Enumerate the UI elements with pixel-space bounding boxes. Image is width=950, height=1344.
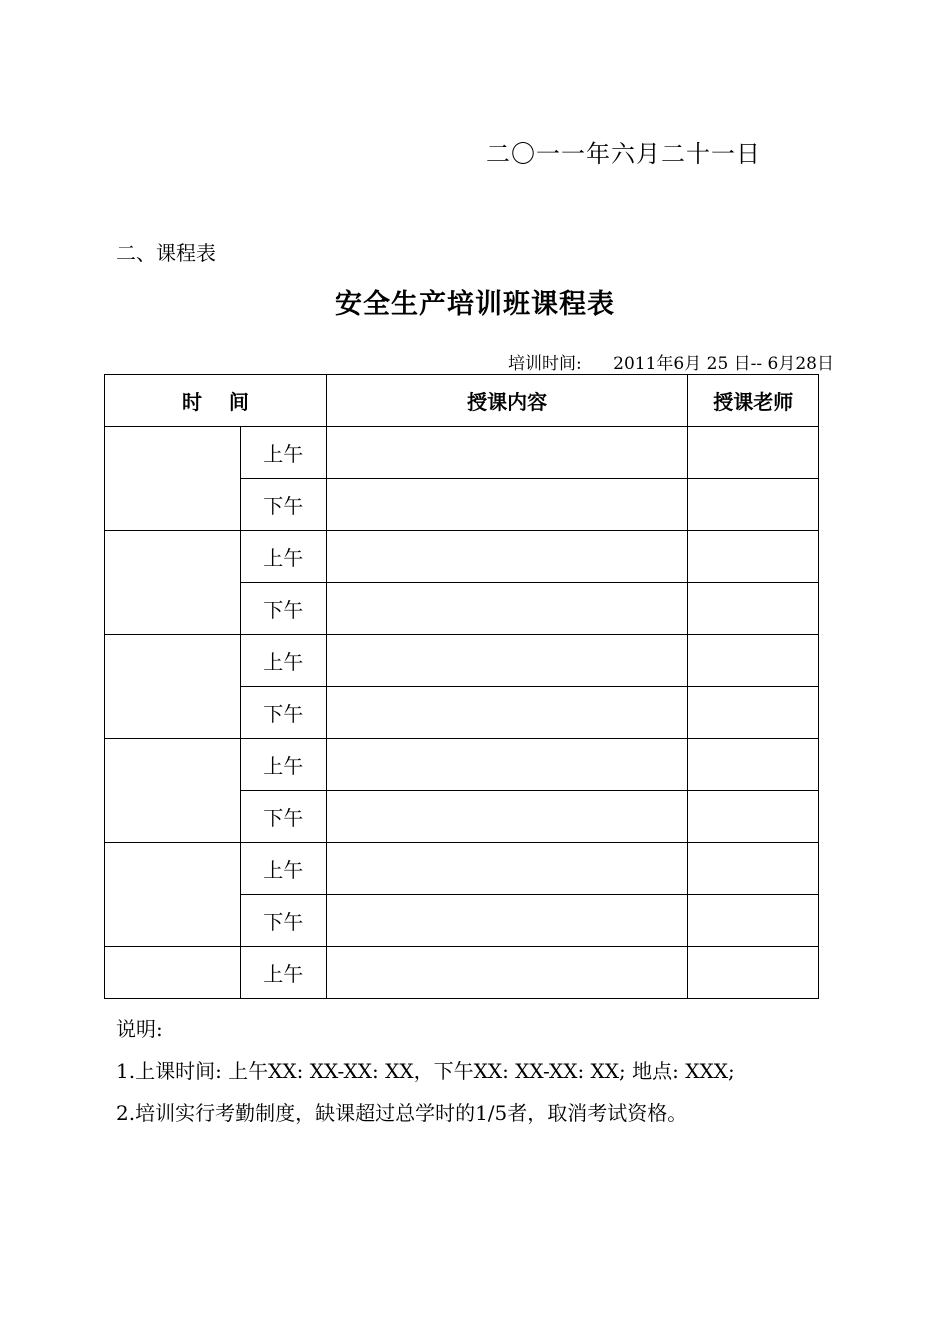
table-header-row <box>105 375 819 427</box>
note-item: 1.上课时间: 上午XX: XX-XX: XX，下午XX: XX-XX: XX; 地点: XXX; <box>116 1059 735 1083</box>
teacher-cell <box>688 947 819 999</box>
period-cell: 上午 <box>240 739 326 791</box>
day-cell <box>105 947 241 999</box>
content-cell <box>326 635 688 687</box>
teacher-cell <box>688 427 819 479</box>
training-period-value: 2011年6月 25 日-- 6月28日 <box>613 354 834 374</box>
period-cell: 上午 <box>240 635 326 687</box>
teacher-cell <box>688 843 819 895</box>
training-period <box>508 349 834 374</box>
course-schedule-table <box>104 374 819 999</box>
teacher-cell <box>688 531 819 583</box>
table-row <box>105 947 819 999</box>
period-cell: 下午 <box>240 895 326 947</box>
content-cell <box>326 791 688 843</box>
content-cell <box>326 531 688 583</box>
table-row <box>105 531 819 583</box>
content-cell <box>326 427 688 479</box>
teacher-cell <box>688 791 819 843</box>
table-row <box>105 635 819 687</box>
period-cell: 下午 <box>240 479 326 531</box>
period-cell: 上午 <box>240 843 326 895</box>
content-cell <box>326 479 688 531</box>
teacher-cell <box>688 635 819 687</box>
period-cell: 上午 <box>240 531 326 583</box>
day-cell <box>105 635 241 739</box>
header-time: 时 间 <box>105 375 327 427</box>
period-cell: 上午 <box>240 427 326 479</box>
section-heading: 二、课程表 <box>116 241 216 265</box>
table-row <box>105 427 819 479</box>
day-cell <box>105 739 241 843</box>
teacher-cell <box>688 739 819 791</box>
period-cell: 下午 <box>240 791 326 843</box>
content-cell <box>326 687 688 739</box>
table-row <box>105 739 819 791</box>
header-content: 授课内容 <box>326 375 688 427</box>
notes-heading: 说明: <box>116 1017 163 1041</box>
content-cell <box>326 895 688 947</box>
period-cell: 上午 <box>240 947 326 999</box>
header-teacher: 授课老师 <box>688 375 819 427</box>
teacher-cell <box>688 479 819 531</box>
period-cell: 下午 <box>240 687 326 739</box>
note-item: 2.培训实行考勤制度，缺课超过总学时的1/5者，取消考试资格。 <box>116 1101 688 1125</box>
table-row <box>105 843 819 895</box>
period-cell: 下午 <box>240 583 326 635</box>
teacher-cell <box>688 895 819 947</box>
teacher-cell <box>688 583 819 635</box>
content-cell <box>326 947 688 999</box>
day-cell <box>105 843 241 947</box>
teacher-cell <box>688 687 819 739</box>
schedule-body <box>105 427 819 999</box>
content-cell <box>326 739 688 791</box>
day-cell <box>105 531 241 635</box>
day-cell <box>105 427 241 531</box>
notes-section <box>116 1016 735 1142</box>
content-cell <box>326 843 688 895</box>
content-cell <box>326 583 688 635</box>
document-date: 二〇一一年六月二十一日 <box>486 140 761 168</box>
training-period-label: 培训时间: <box>508 354 582 374</box>
document-title: 安全生产培训班课程表 <box>335 289 615 320</box>
